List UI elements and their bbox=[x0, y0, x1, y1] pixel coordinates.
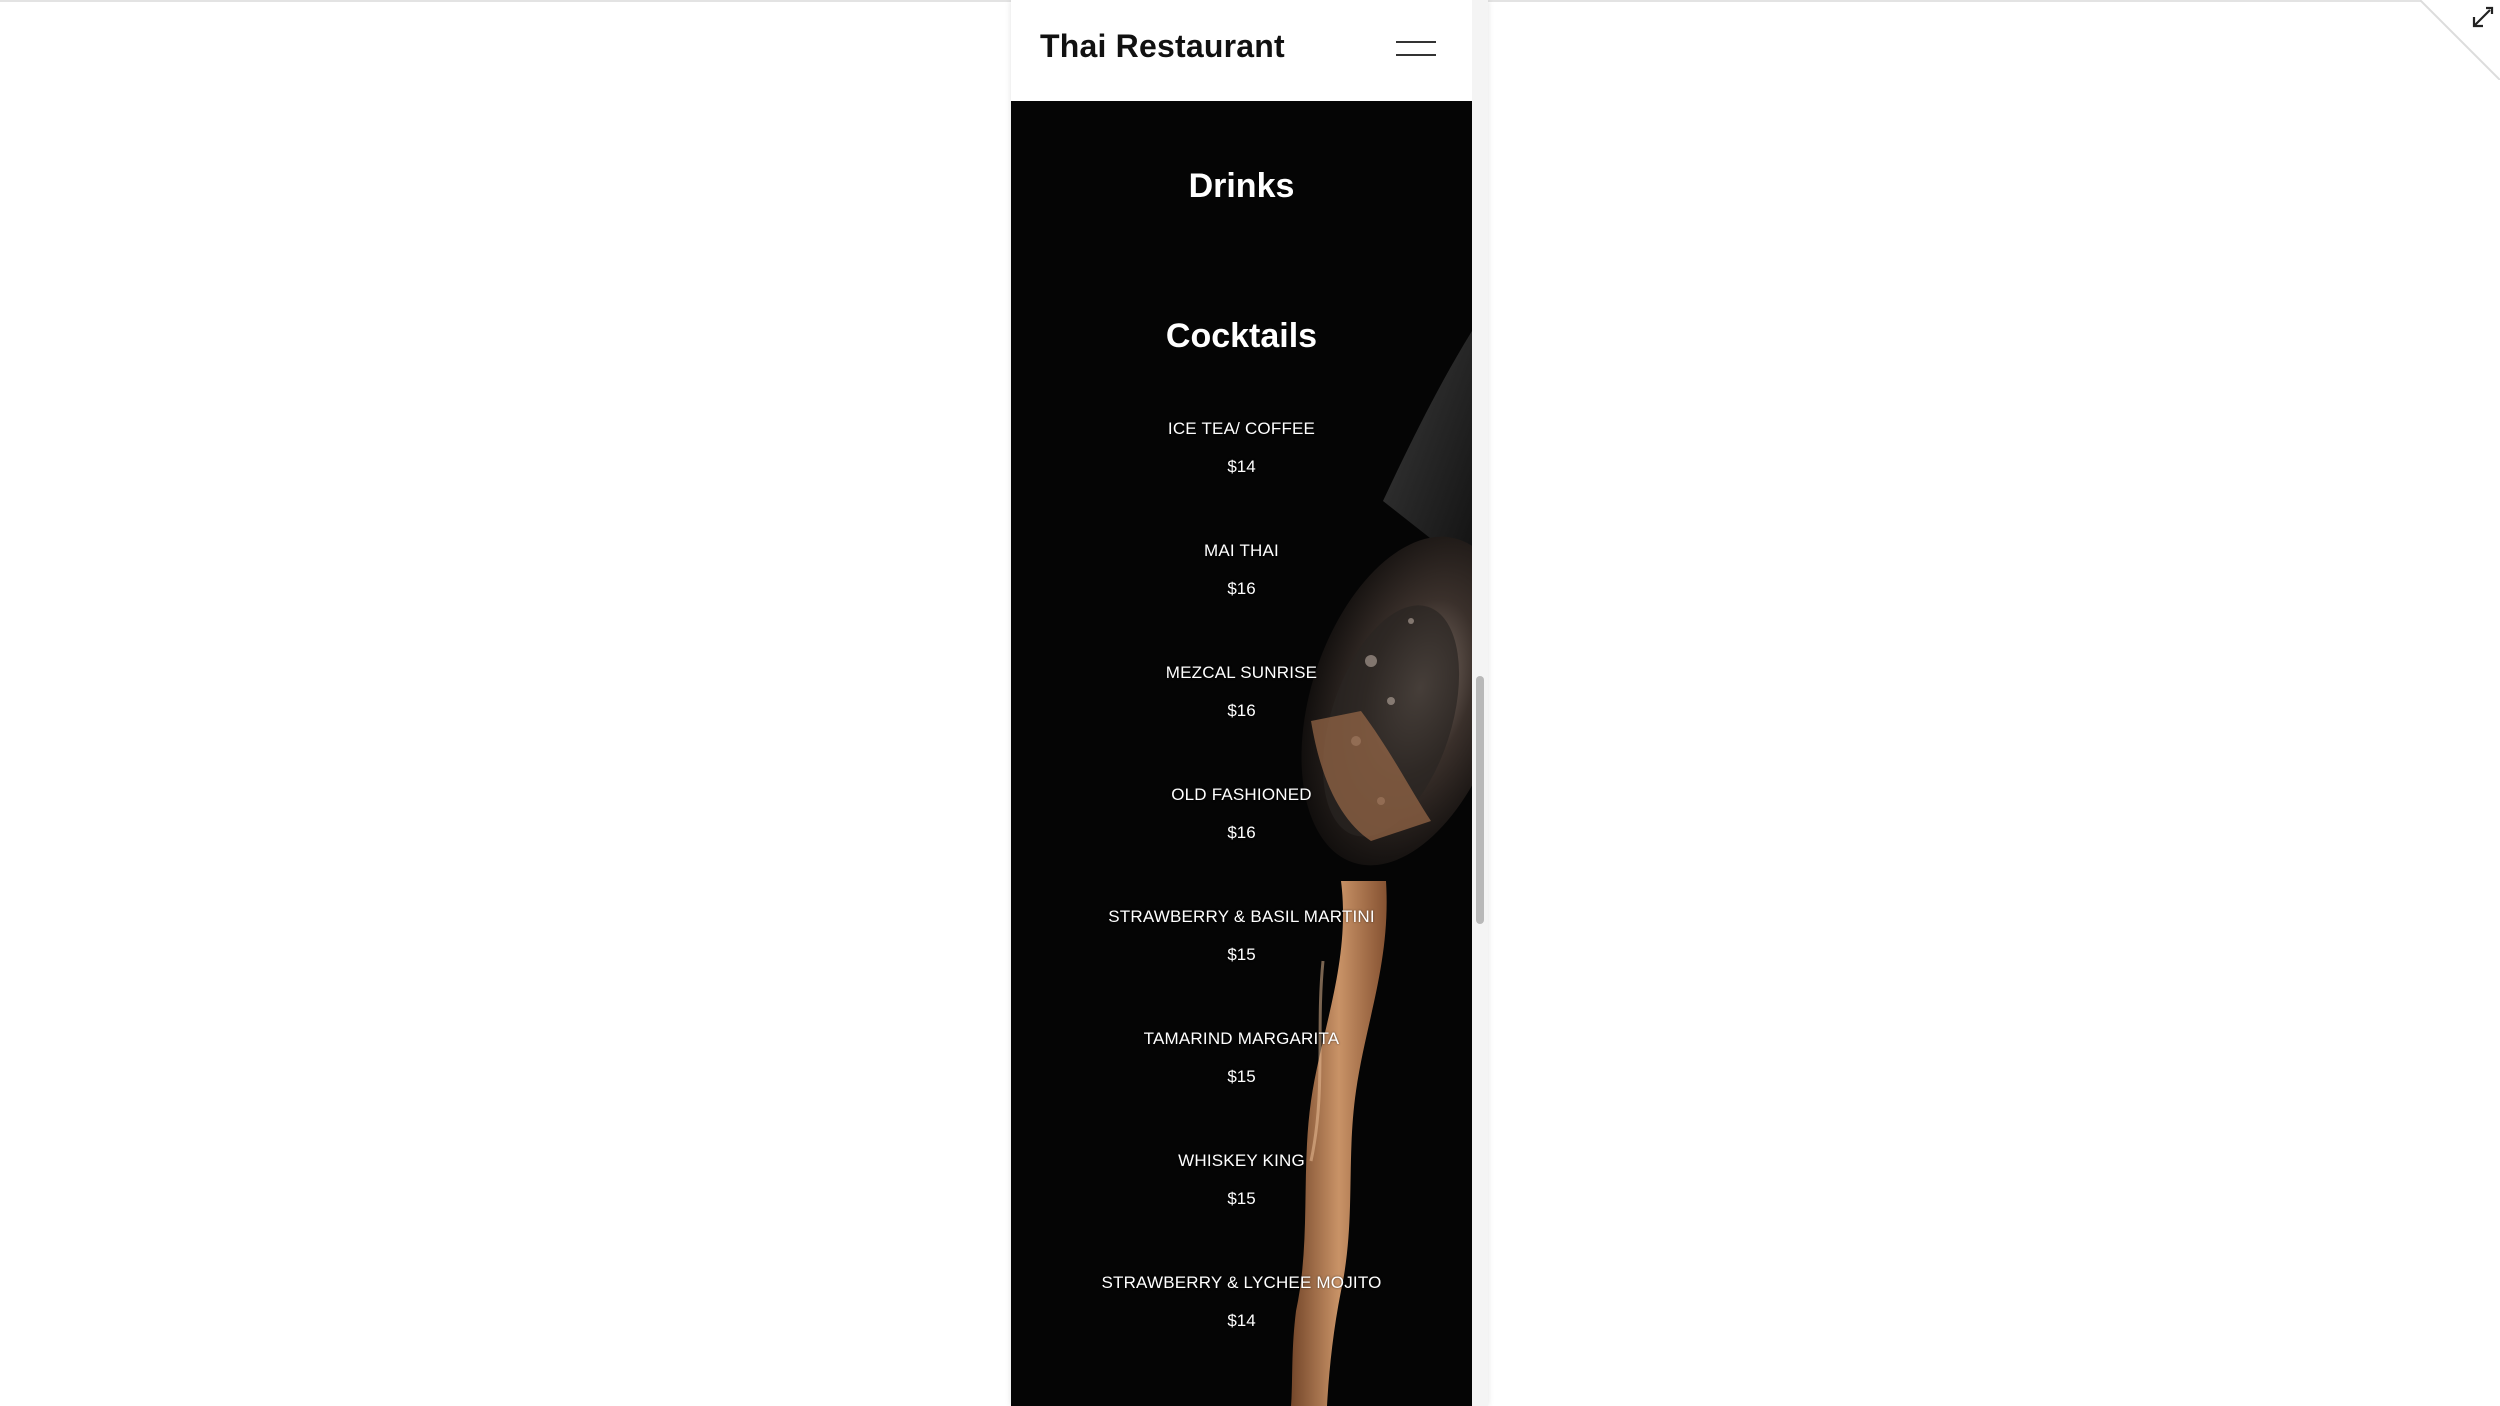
menu-item-price: $15 bbox=[1227, 1067, 1256, 1086]
menu-item-price: $15 bbox=[1227, 1189, 1256, 1208]
menu-item-price: $14 bbox=[1227, 457, 1256, 476]
collapse-arrows-icon-graphic bbox=[2464, 4, 2496, 36]
menu-item bbox=[1011, 785, 1472, 843]
menu-item bbox=[1011, 663, 1472, 721]
menu-item-price: $16 bbox=[1227, 823, 1256, 842]
menu-item-name: STRAWBERRY & BASIL MARTINI bbox=[1108, 907, 1375, 926]
pouring-drink-background-image bbox=[1011, 101, 1472, 1406]
menu-item bbox=[1011, 1151, 1472, 1209]
menu-item-price: $15 bbox=[1227, 945, 1256, 964]
menu-item bbox=[1011, 907, 1472, 965]
menu-item bbox=[1011, 541, 1472, 599]
category-title-cocktails: Cocktails bbox=[1165, 317, 1318, 355]
menu-item-price: $14 bbox=[1227, 1311, 1256, 1330]
preview-scrollbar-thumb[interactable] bbox=[1476, 676, 1484, 924]
menu-item-price: $16 bbox=[1227, 701, 1256, 720]
menu-item-name: STRAWBERRY & LYCHEE MOJITO bbox=[1101, 1273, 1382, 1292]
hamburger-line bbox=[1396, 54, 1436, 56]
menu-item bbox=[1011, 1029, 1472, 1087]
menu-item-name: TAMARIND MARGARITA bbox=[1143, 1029, 1340, 1048]
menu-item bbox=[1011, 1273, 1472, 1331]
menu-item-name: OLD FASHIONED bbox=[1171, 785, 1312, 804]
site-header bbox=[1011, 0, 1472, 101]
mobile-preview-frame bbox=[1011, 0, 1488, 1406]
hamburger-menu-icon[interactable] bbox=[1396, 38, 1436, 60]
menu-item-name: MEZCAL SUNRISE bbox=[1165, 663, 1318, 682]
drinks-menu-section bbox=[1011, 101, 1472, 1406]
menu-item-name: WHISKEY KING bbox=[1178, 1151, 1305, 1170]
section-title-drinks: Drinks bbox=[1188, 167, 1295, 205]
hamburger-line bbox=[1396, 41, 1436, 43]
menu-item-name: ICE TEA/ COFFEE bbox=[1167, 419, 1316, 438]
site-title[interactable]: Thai Restaurant bbox=[1040, 28, 1285, 64]
collapse-arrows-icon[interactable] bbox=[2464, 4, 2496, 36]
menu-item-price: $16 bbox=[1227, 579, 1256, 598]
menu-item bbox=[1011, 419, 1472, 477]
menu-item-name: MAI THAI bbox=[1204, 541, 1279, 560]
